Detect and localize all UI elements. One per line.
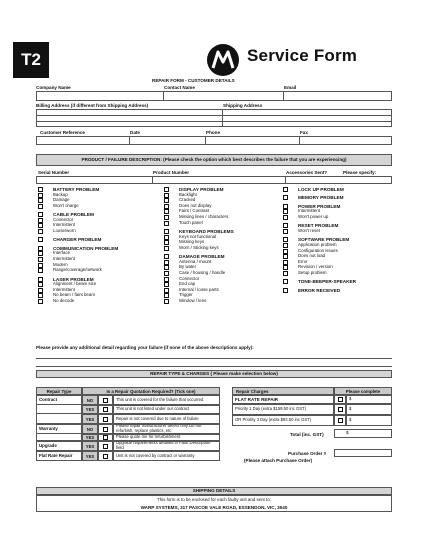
category-power-problem: POWER PROBLEM: [298, 203, 341, 209]
option-intermittent: Intermittent: [298, 208, 320, 214]
option-interface: Interface: [53, 250, 71, 256]
answer-yes: YES: [82, 441, 98, 451]
answer-yes: YES: [82, 434, 98, 441]
fax-label: Fax: [300, 130, 308, 135]
purchase-order-note: (Please attach Purchase Order): [244, 458, 313, 463]
email-label: Email: [284, 85, 297, 90]
charge-priority-1-day-extra-159-50-inc-gst: Priority 1 Day (extra $159.50 inc GST): [232, 404, 334, 415]
option-missing-lines-characters: Missing lines / characters: [179, 214, 229, 219]
category-display-problem: DISPLAY PROBLEM: [179, 187, 224, 192]
charge-checkbox[interactable]: [338, 418, 343, 423]
option-faint-contrast: Faint / Contrast: [179, 208, 210, 214]
repair-type-cell: Warranty: [36, 424, 82, 434]
option-worn-sticking-keys: Worn / Sticking keys: [179, 244, 219, 250]
charge-amount-field[interactable]: $: [346, 415, 392, 426]
charge-checkbox[interactable]: [338, 397, 343, 402]
charge-amount-field[interactable]: $: [346, 404, 392, 415]
date-label: Date: [130, 130, 140, 135]
option-connector: Connector: [179, 275, 200, 281]
charge-flat-rate-repair: FLAT RATE REPAIR: [232, 395, 334, 404]
option-trigger: Trigger: [179, 292, 193, 298]
option-no-beam-faint-beam: No beam / faint beam: [53, 292, 95, 298]
repair-option-description: This unit is not listed under our contract: [113, 405, 220, 414]
quote-column-header: Is a Repair Quotation Required? (Tick one): [82, 387, 220, 395]
option-window-lens: Window / lens: [179, 298, 207, 303]
option-won-t-charge: Won't charge: [53, 202, 79, 208]
option-does-not-display: Does not display: [179, 202, 212, 208]
repair-type-cell: Contract: [36, 395, 82, 405]
please-complete-header: Please complete: [334, 387, 392, 395]
option-intermittent: Intermittent: [53, 256, 75, 261]
t2-logo: T2: [13, 42, 49, 78]
charge-checkbox[interactable]: [338, 407, 343, 412]
repair-type-cell: Flat Rate Repair: [36, 451, 82, 461]
option-application-problem: Application problem: [298, 242, 337, 247]
purchase-order-field[interactable]: [334, 449, 392, 457]
category-charger-problem: CHARGER PROBLEM: [53, 237, 102, 243]
category-damage-problem: DAMAGE PROBLEM: [179, 254, 225, 260]
purchase-order-label: Purchase Order #: [288, 451, 327, 456]
repair-type-column-header: Repair Type: [36, 387, 82, 395]
repair-type-cell: Upgrade: [36, 441, 82, 451]
option-by-water: By water: [179, 264, 197, 270]
category-memory-problem: MEMORY PROBLEM: [298, 195, 344, 201]
option-does-not-load: Does not load: [298, 253, 326, 259]
option-intermittent: Intermittent: [53, 286, 75, 292]
option-backup: Backup: [53, 191, 68, 197]
category-reset-problem: RESET PROBLEM: [298, 223, 339, 229]
option-missing-keys: Missing keys: [179, 239, 205, 245]
shipping-address-label: Shipping Address: [223, 103, 263, 108]
option-keys-not-functional: Keys not functional: [179, 233, 217, 239]
option-revision-version: Revision / version: [298, 264, 333, 270]
category-communication-problem: COMMUNICATION PROBLEM: [53, 245, 119, 251]
option-configuration-issues: Configuration issues: [298, 247, 338, 253]
charge-checkbox-cell: [334, 415, 346, 426]
option-touch-panel: Touch panel: [179, 219, 203, 225]
category-lock-up-problem: LOCK UP PROBLEM: [298, 187, 344, 192]
category-laser-problem: LASER PROBLEM: [53, 276, 94, 282]
repair-option-description: Unit is not covered by contract or warranty: [113, 451, 220, 461]
option-case-housing-handle: Case / housing / handle: [179, 270, 226, 275]
repair-type-heading: REPAIR TYPE & CHARGES ( Please make selection below): [36, 370, 392, 378]
charge-checkbox-cell: [334, 395, 346, 404]
answer-no: NO: [82, 424, 98, 434]
option-internal-loose-parts: Internal / loose parts: [179, 286, 219, 292]
additional-detail-label: Please provide any additional detail regarding your failure (if none of the above descriptions apply):: [36, 345, 254, 350]
product-failure-heading: PRODUCT / FAILURE DESCRIPTION: (Please check the option which best describes the failure that you are experiencing): [36, 154, 392, 166]
option-won-t-power-up: Won't power up: [298, 214, 329, 219]
option-backlight: Backlight: [179, 191, 197, 197]
answer-yes: YES: [82, 414, 98, 424]
please-specify-label: Please specify:: [343, 170, 377, 175]
answer-yes: YES: [82, 451, 98, 461]
shipping-details-heading: SHIPPING DETAILS: [36, 487, 392, 495]
contact-name-label: Contact Name: [164, 85, 195, 90]
option-damage: Damage: [53, 197, 70, 203]
charge-or-priority-3-day-extra-93-50-inc-gst: OR Priority 3 Day (extra $93.50 inc GST): [232, 415, 334, 426]
option-modem: Modem: [53, 261, 68, 267]
option-error: Error: [298, 258, 308, 264]
category-error-received: ERROR RECEIVED: [298, 287, 341, 293]
phone-label: Phone: [206, 130, 221, 135]
repair-option-description: Repair is not covered due to nature of failure: [113, 414, 220, 424]
repair-option-description: Please repair manufacturer defect only Do not refurbish, replace plastics, etc: [113, 424, 220, 434]
category-tone-beeper-speaker: TONE-BEEPER-SPEAKER: [298, 279, 356, 285]
category-cable-problem: CABLE PROBLEM: [53, 212, 94, 218]
billing-address-label: Billing Address (if different from Shipping Address): [36, 103, 149, 108]
option-setup-problem: Setup problem: [298, 270, 327, 275]
option-connector: Connector: [53, 216, 74, 222]
repair-option-description: This unit is covered for the failure that occurred: [113, 395, 220, 405]
shipping-address: WARP SYSTEMS, 317 PASCOE VALE ROAD, ESSENDON, VIC, 3040: [140, 505, 288, 510]
total-field[interactable]: [334, 429, 392, 438]
company-name-label: Company Name: [36, 85, 71, 90]
option-won-t-reset: Won't reset: [298, 228, 320, 233]
option-cracked: Cracked: [179, 197, 196, 203]
accessories-sent-label: Accessories Sent?: [286, 170, 328, 175]
page-title: Service Form: [247, 46, 358, 65]
serial-number-label: Serial Number: [38, 170, 70, 175]
option-intermittent: Intermittent: [53, 222, 75, 228]
total-dollar: $: [346, 430, 349, 435]
charge-amount-field[interactable]: $: [346, 395, 392, 404]
option-no-decode: No decode: [53, 298, 75, 303]
category-battery-problem: BATTERY PROBLEM: [53, 187, 100, 192]
option-loose-worn: Loose/worn: [53, 228, 76, 233]
customer-reference-label: Customer Reference: [40, 130, 85, 135]
option-antenna-mount: Antenna / mount: [179, 258, 212, 264]
category-keyboard-problems: KEYBOARD PROBLEMS: [179, 229, 234, 234]
option-alignment-beam-size: Alignment / beam size: [53, 281, 97, 287]
option-end-cap: End cap: [179, 281, 196, 287]
category-software-problem: SOFTWARE PROBLEM: [298, 237, 350, 243]
product-number-label: Product Number: [153, 170, 189, 175]
option-range-coverage-network: Range/coverage/network: [53, 267, 102, 273]
repair-charges-header: Repair Charges: [232, 387, 334, 395]
answer-no: NO: [82, 395, 98, 405]
repair-option-description: Please quote me for refurbishment: [113, 434, 220, 441]
charge-checkbox-cell: [334, 404, 346, 415]
total-label: Total (inc. GST): [290, 432, 324, 437]
repair-option-description: Upgrade requirements detailed in Fault Description field: [113, 441, 220, 451]
shipping-instruction: This form is to be enclosed for each faulty unit and sent to:: [157, 497, 271, 502]
answer-yes: YES: [82, 405, 98, 414]
customer-details-heading: REPAIR FORM - CUSTOMER DETAILS: [152, 78, 235, 83]
